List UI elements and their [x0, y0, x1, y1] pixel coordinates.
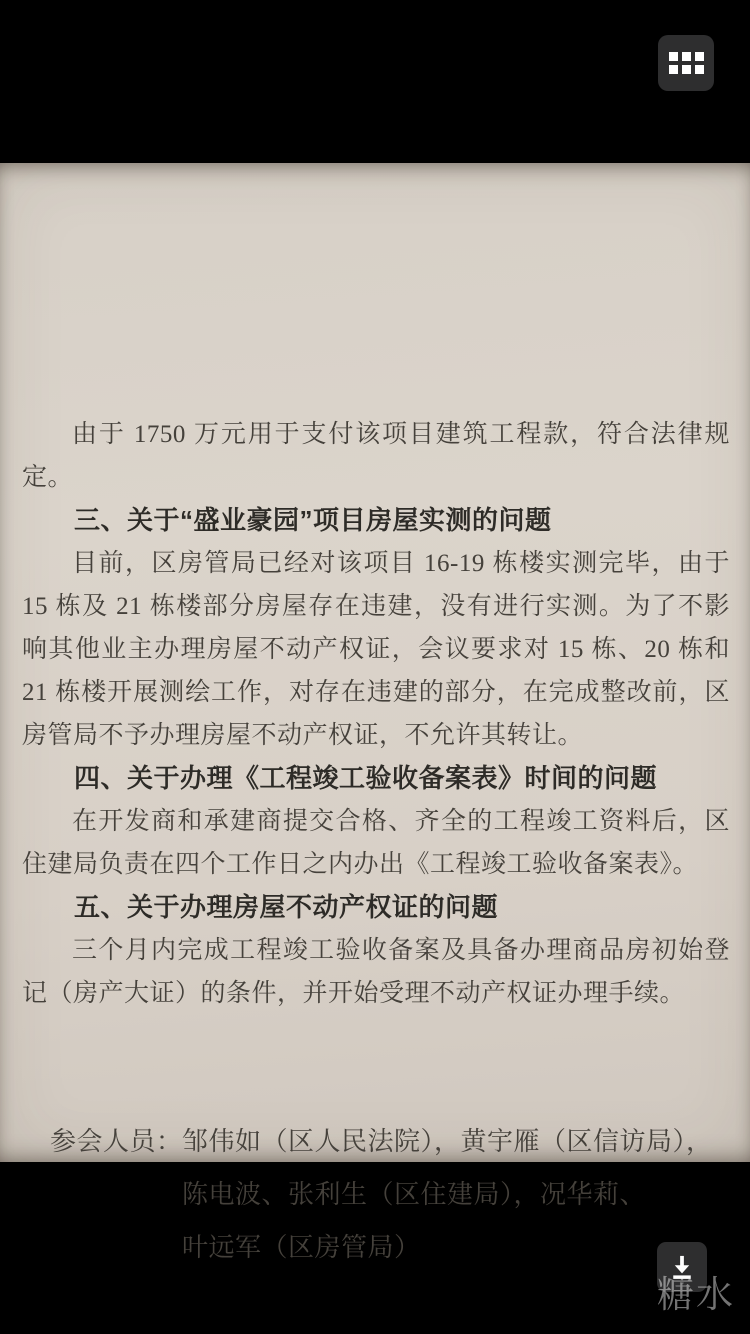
- section-heading: 四、关于办理《工程竣工验收备案表》时间的问题: [74, 763, 658, 793]
- section-body: 三个月内完成工程竣工验收备案及具备办理商品房初始登记（房产大证）的条件，并开始受理不动产权证办理手续。: [22, 937, 730, 1007]
- grid-menu-icon: [669, 52, 704, 74]
- attendees-line: 叶远军（区房管局）: [182, 1233, 421, 1262]
- download-button[interactable]: [657, 1242, 707, 1292]
- section-heading: 三、关于“盛业豪园”项目房屋实测的问题: [74, 505, 552, 535]
- menu-button[interactable]: [658, 35, 714, 91]
- watermark-text: 糖水: [657, 1274, 735, 1315]
- section-heading: 五、关于办理房屋不动产权证的问题: [74, 892, 499, 922]
- attendees-line: 陈电波、张利生（区住建局），况华莉、: [182, 1180, 647, 1209]
- section-body: 在开发商和承建商提交合格、齐全的工程竣工资料后，区住建局负责在四个工作日之内办出《工程竣工验收备案表》。: [22, 808, 730, 878]
- attendees-lines: [182, 1115, 732, 1274]
- download-icon: [668, 1253, 696, 1281]
- section-body: 目前，区房管局已经对该项目 16-19 栋楼实测完毕，由于 15 栋及 21 栋楼部分房屋存在违建，没有进行实测。为了不影响其他业主办理房屋不动产权证，会议要求对 15 栋、20 栋和 21 栋楼开展测绘工作，对存在违建的部分，在完成整改前，区房管局不予办理房屋不动产权证，不允许其转让。: [22, 550, 730, 749]
- document-text: [22, 413, 730, 1015]
- document-photo[interactable]: [0, 163, 750, 1262]
- attendees-label: 参会人员：: [50, 1127, 183, 1156]
- attendees-block: [50, 1115, 732, 1274]
- document-sections: [22, 499, 730, 1015]
- attendees-line: 邹伟如（区人民法院），黄宇雁（区信访局），: [182, 1127, 713, 1156]
- document-intro-paragraph: 由于 1750 万元用于支付该项目建筑工程款，符合法律规定。: [22, 421, 730, 491]
